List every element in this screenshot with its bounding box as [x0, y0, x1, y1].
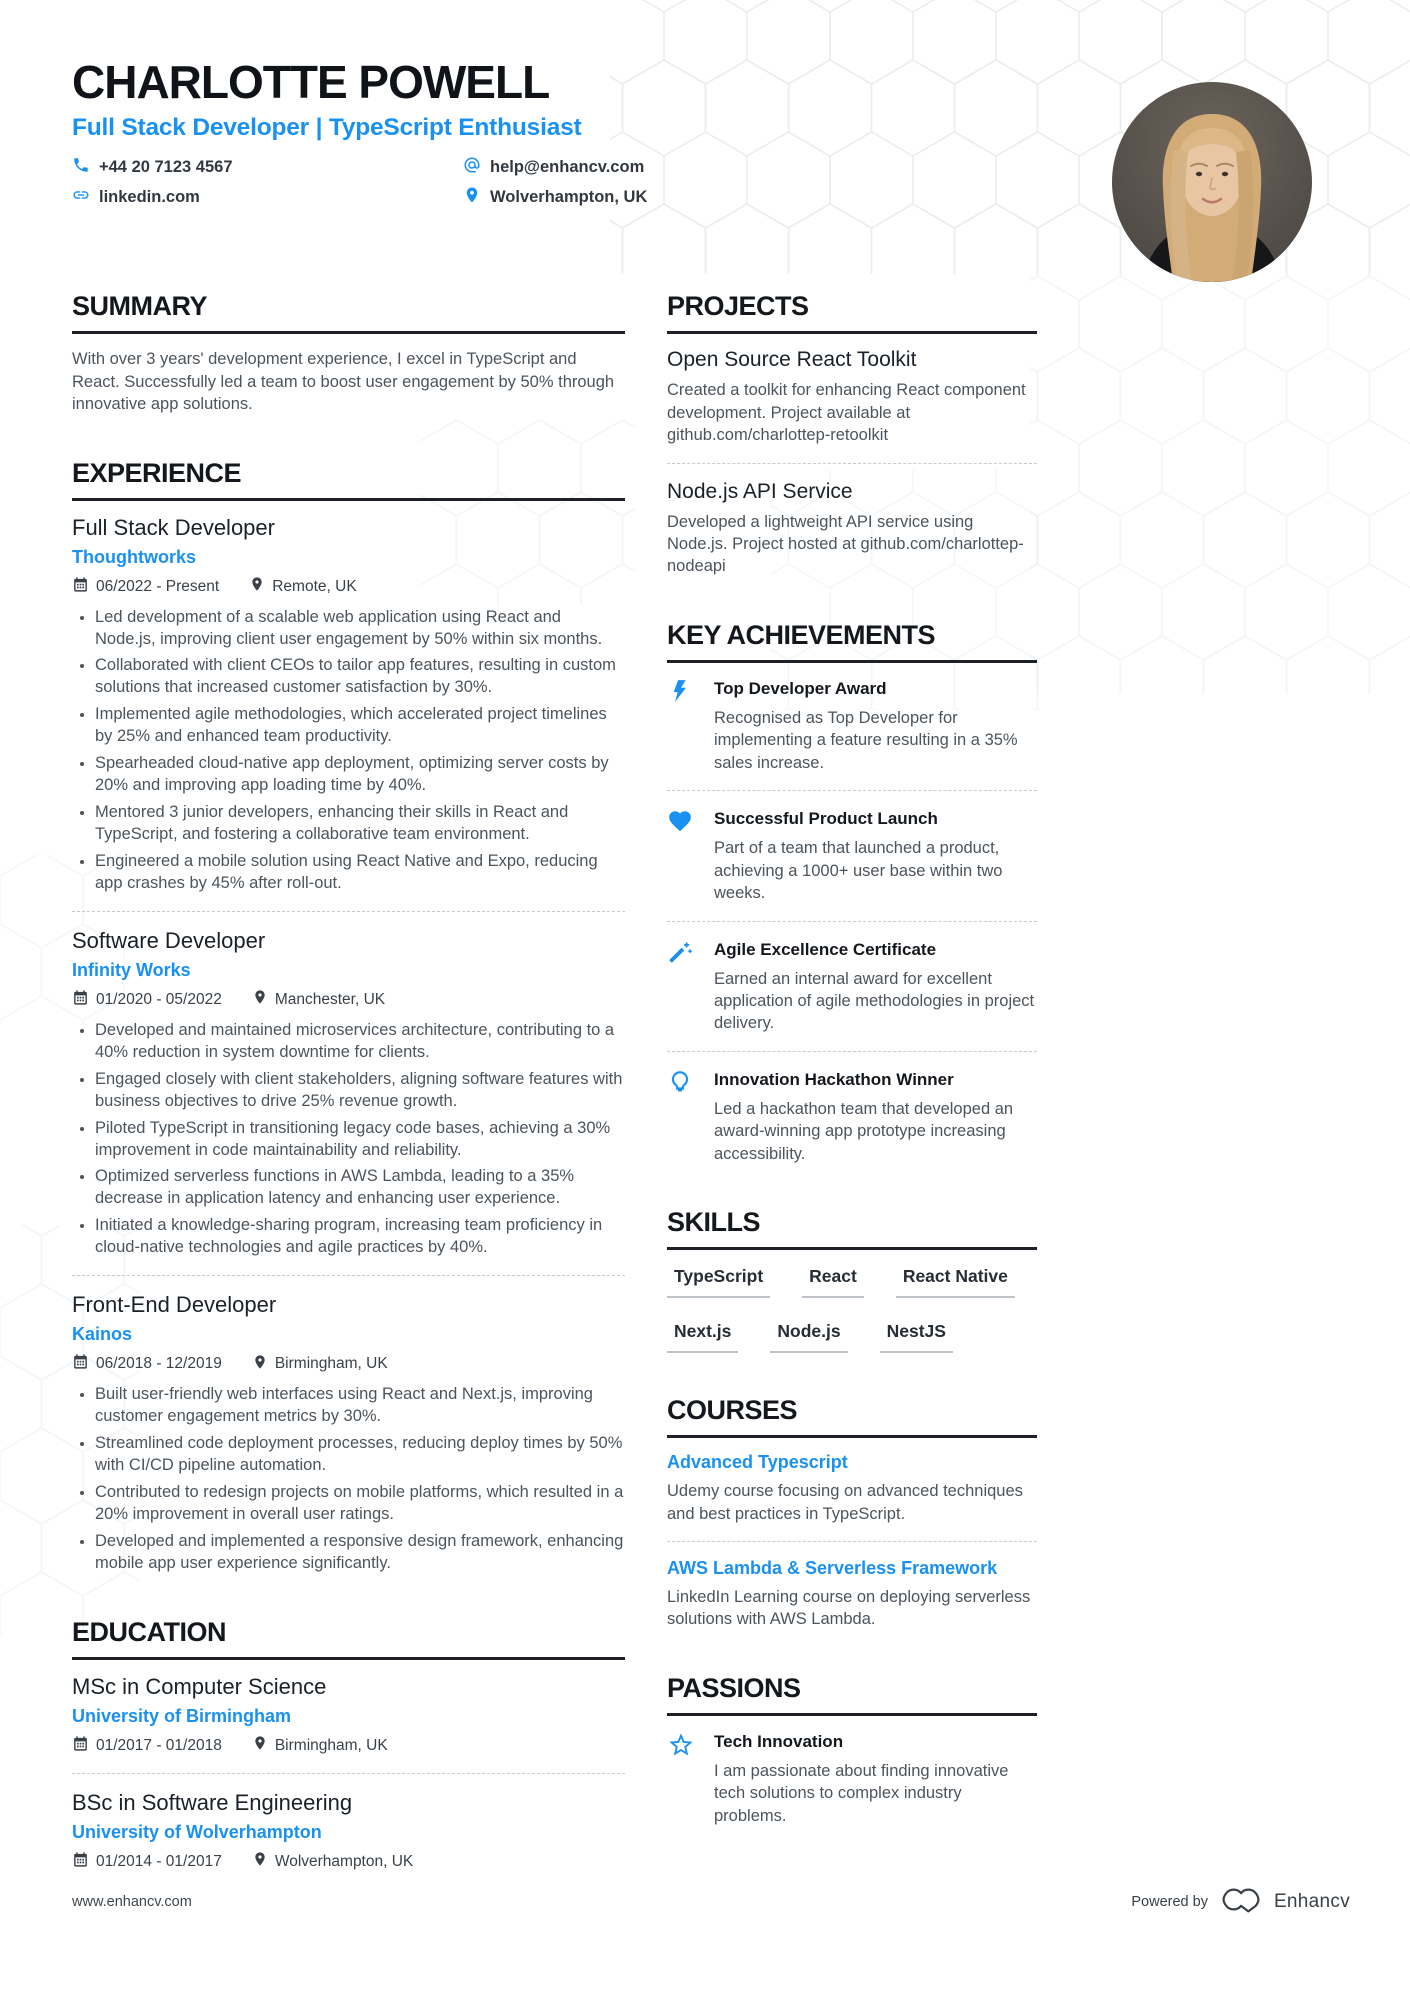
contact-email[interactable]	[463, 156, 1032, 179]
dashed-divider	[667, 1541, 1037, 1542]
education-section	[72, 1617, 625, 1873]
degree-title: MSc in Computer Science	[72, 1673, 327, 1699]
passion-entry	[667, 1730, 1037, 1827]
phone-icon	[72, 156, 90, 179]
job-title: Software Developer	[72, 927, 266, 953]
contact-phone	[72, 156, 463, 179]
passion-text: I am passionate about finding innovative tech solutions to complex industry problems.	[714, 1761, 1009, 1825]
achievement-body	[714, 807, 1037, 904]
job-dates-text: 01/2020 - 05/2022	[96, 990, 222, 1008]
achievement-entry	[667, 938, 1037, 1035]
linkedin-url: linkedin.com	[99, 188, 200, 207]
dashed-divider	[72, 911, 625, 912]
link-icon	[72, 186, 90, 209]
calendar-icon	[72, 1735, 89, 1757]
achievement-title: Successful Product Launch	[714, 809, 938, 829]
skills-list	[667, 1264, 1037, 1353]
location-pin-icon	[249, 576, 265, 597]
bullet-item: • Engineered a mobile solution using React Native and Expo, reducing app crashes by 45% after roll-out.	[95, 851, 625, 895]
course-title[interactable]: AWS Lambda & Serverless Framework	[667, 1558, 998, 1579]
education-dates	[72, 1851, 222, 1873]
summary-heading: SUMMARY	[72, 291, 625, 334]
achievement-text: Recognised as Top Developer for implementing a feature resulting in a 35% sales increase.	[714, 708, 1018, 772]
summary-text: With over 3 years' development experience, I excel in TypeScript and React. Successfully led a team to boost user engagement by 50% through innovative app solutions.	[72, 350, 615, 414]
passions-heading: PASSIONS	[667, 1673, 1037, 1716]
skills-heading: SKILLS	[667, 1207, 1037, 1250]
at-sign-icon	[463, 156, 481, 179]
project-description: Created a toolkit for enhancing React component development. Project available at github.com/charlottep-retoolkit	[667, 381, 1026, 445]
star-icon	[667, 1730, 697, 1827]
education-location-text: Birmingham, UK	[274, 1736, 388, 1754]
dashed-divider	[667, 1051, 1037, 1052]
email-address: help@enhancv.com	[490, 158, 645, 177]
location-pin-icon	[463, 186, 481, 209]
courses-heading: COURSES	[667, 1395, 1037, 1438]
job-title: Full Stack Developer	[72, 514, 275, 540]
passions-section	[667, 1673, 1037, 1827]
powered-by-label: Powered by	[1131, 1894, 1208, 1910]
achievement-entry	[667, 677, 1037, 774]
job-bullets	[72, 1384, 625, 1575]
achievement-text: Led a hackathon team that developed an award-winning app prototype increasing accessibility.	[714, 1099, 1014, 1163]
course-entry	[667, 1452, 1037, 1525]
contact-linkedin[interactable]	[72, 186, 463, 209]
job-meta	[72, 989, 625, 1011]
job-location	[252, 989, 385, 1010]
bullet-item: • Collaborated with client CEOs to tailor app features, resulting in custom solutions that increased customer satisfaction by 30%.	[95, 655, 625, 699]
passion-body	[714, 1730, 1037, 1827]
course-description: Udemy course focusing on advanced techniques and best practices in TypeScript.	[667, 1482, 1023, 1523]
job-bullets	[72, 1020, 625, 1259]
location-pin-icon	[252, 1735, 268, 1756]
job-location	[252, 1354, 388, 1375]
achievement-text: Earned an internal award for excellent application of agile methodologies in project delivery.	[714, 969, 1035, 1033]
education-location	[252, 1735, 388, 1756]
education-entry	[72, 1790, 625, 1873]
dashed-divider	[72, 1773, 625, 1774]
job-location	[249, 576, 356, 597]
project-title: Node.js API Service	[667, 479, 853, 503]
portrait-illustration	[1112, 82, 1312, 282]
achievement-body	[714, 677, 1037, 774]
skill-tag: Node.js	[770, 1319, 847, 1353]
achievement-title: Innovation Hackathon Winner	[714, 1069, 954, 1089]
powered-by[interactable]	[1131, 1885, 1350, 1919]
job-dates-text: 06/2022 - Present	[96, 577, 220, 595]
bullet-item: • Contributed to redesign projects on mobile platforms, which resulted in a 20% improvement in overall user ratings.	[95, 1482, 625, 1526]
lightning-bolt-icon	[667, 677, 697, 774]
location-text: Wolverhampton, UK	[490, 188, 648, 207]
courses-section	[667, 1395, 1037, 1631]
education-meta	[72, 1735, 625, 1757]
location-pin-icon	[252, 1851, 268, 1872]
left-column	[72, 291, 625, 1881]
job-location-text: Remote, UK	[272, 577, 357, 595]
job-dates	[72, 576, 219, 598]
job-meta	[72, 576, 625, 598]
job-dates	[72, 1353, 222, 1375]
dashed-divider	[667, 921, 1037, 922]
company-name: Kainos	[72, 1324, 133, 1345]
bullet-item: • Led development of a scalable web application using React and Node.js, improving client user engagement by 50% within six months.	[95, 607, 625, 651]
course-entry	[667, 1558, 1037, 1631]
education-dates	[72, 1735, 222, 1757]
education-location	[252, 1851, 413, 1872]
school-name: University of Wolverhampton	[72, 1821, 322, 1842]
achievement-entry	[667, 807, 1037, 904]
bullet-item: • Engaged closely with client stakeholders, aligning software features with business objectives to drive 25% revenue growth.	[95, 1069, 625, 1113]
school-name: University of Birmingham	[72, 1705, 292, 1726]
calendar-icon	[72, 989, 89, 1011]
dashed-divider	[667, 790, 1037, 791]
company-name: Thoughtworks	[72, 546, 196, 567]
bullet-item: • Developed and implemented a responsive design framework, enhancing mobile app user experience significantly.	[95, 1531, 625, 1575]
project-entry	[667, 480, 1037, 578]
achievement-text: Part of a team that launched a product, achieving a 1000+ user base within two weeks.	[714, 839, 1003, 903]
experience-heading: EXPERIENCE	[72, 458, 625, 501]
right-column	[667, 291, 1037, 1827]
achievement-body	[714, 1068, 1037, 1165]
course-description: LinkedIn Learning course on deploying serverless solutions with AWS Lambda.	[667, 1588, 1031, 1629]
skill-tag: TypeScript	[667, 1264, 770, 1298]
contact-info	[72, 156, 1032, 209]
education-dates-text: 01/2017 - 01/2018	[96, 1736, 222, 1754]
job-title: Front-End Developer	[72, 1292, 277, 1318]
course-title[interactable]: Advanced Typescript	[667, 1452, 848, 1473]
skill-tag: NestJS	[880, 1319, 953, 1353]
profile-photo	[1112, 82, 1312, 282]
degree-title: BSc in Software Engineering	[72, 1789, 353, 1815]
location-pin-icon	[252, 989, 268, 1010]
enhancv-brand-name: Enhancv	[1273, 1891, 1350, 1912]
skill-tag: Next.js	[667, 1319, 738, 1353]
bullet-item: • Spearheaded cloud-native app deployment, optimizing server costs by 20% and improving app loading time by 40%.	[95, 753, 625, 797]
bullet-item: • Mentored 3 junior developers, enhancing their skills in React and TypeScript, and fostering a collaborative team environment.	[95, 802, 625, 846]
bullet-item: • Developed and maintained microservices architecture, contributing to a 40% reduction in system downtime for clients.	[95, 1020, 625, 1064]
experience-section	[72, 458, 625, 1575]
skill-tag: React	[802, 1264, 864, 1298]
enhancv-logo-icon	[1219, 1885, 1263, 1919]
bullet-item: • Built user-friendly web interfaces using React and Next.js, improving customer engagement metrics by 30%.	[95, 1384, 625, 1428]
job-bullets	[72, 607, 625, 895]
education-meta	[72, 1851, 625, 1873]
passion-title: Tech Innovation	[714, 1731, 844, 1751]
achievement-body	[714, 938, 1037, 1035]
project-description: Developed a lightweight API service using Node.js. Project hosted at github.com/charlottep-nodeapi	[667, 512, 1024, 576]
experience-entry	[72, 1292, 625, 1575]
achievement-entry	[667, 1068, 1037, 1165]
experience-entry	[72, 928, 625, 1259]
candidate-name: CHARLOTTE POWELL	[72, 56, 550, 108]
projects-heading: PROJECTS	[667, 291, 1037, 334]
phone-number: +44 20 7123 4567	[99, 158, 233, 177]
job-dates-text: 06/2018 - 12/2019	[96, 1355, 222, 1373]
achievement-title: Agile Excellence Certificate	[714, 939, 937, 959]
calendar-icon	[72, 1353, 89, 1375]
project-title: Open Source React Toolkit	[667, 348, 917, 372]
footer	[72, 1885, 1350, 1919]
bullet-item: • Implemented agile methodologies, which accelerated project timelines by 25% and enhanced team productivity.	[95, 704, 625, 748]
location-pin-icon	[252, 1354, 268, 1375]
skill-tag: React Native	[896, 1264, 1015, 1298]
job-dates	[72, 989, 222, 1011]
key-achievements-heading: KEY ACHIEVEMENTS	[667, 620, 1037, 663]
skills-section	[667, 1207, 1037, 1353]
bullet-item: • Streamlined code deployment processes, reducing deploy times by 50% with CI/CD pipeline automation.	[95, 1433, 625, 1477]
achievement-title: Top Developer Award	[714, 678, 887, 698]
dashed-divider	[72, 1275, 625, 1276]
dashed-divider	[667, 463, 1037, 464]
contact-location	[463, 186, 1032, 209]
job-location-text: Manchester, UK	[274, 990, 386, 1008]
summary-section	[72, 291, 625, 415]
company-name: Infinity Works	[72, 959, 191, 980]
projects-section	[667, 291, 1037, 578]
calendar-icon	[72, 576, 89, 598]
bullet-item: • Optimized serverless functions in AWS Lambda, leading to a 35% decrease in application latency and enhancing user experience.	[95, 1166, 625, 1210]
bullet-item: • Initiated a knowledge-sharing program, increasing team proficiency in cloud-native technologies and agile practices by 40%.	[95, 1215, 625, 1259]
calendar-icon	[72, 1851, 89, 1873]
job-location-text: Birmingham, UK	[274, 1355, 388, 1373]
job-meta	[72, 1353, 625, 1375]
education-heading: EDUCATION	[72, 1617, 625, 1660]
key-achievements-section	[667, 620, 1037, 1165]
education-dates-text: 01/2014 - 01/2017	[96, 1852, 222, 1870]
bullet-item: • Piloted TypeScript in transitioning legacy code bases, achieving a 30% improvement in code maintainability and reliability.	[95, 1118, 625, 1162]
experience-entry	[72, 515, 625, 895]
education-location-text: Wolverhampton, UK	[274, 1852, 414, 1870]
candidate-title: Full Stack Developer | TypeScript Enthusiast	[72, 114, 582, 142]
lightbulb-icon	[667, 1068, 697, 1165]
magic-wand-icon	[667, 938, 697, 1035]
project-entry	[667, 348, 1037, 446]
footer-site-link[interactable]: www.enhancv.com	[72, 1894, 192, 1910]
heart-icon	[667, 807, 697, 904]
education-entry	[72, 1674, 625, 1757]
